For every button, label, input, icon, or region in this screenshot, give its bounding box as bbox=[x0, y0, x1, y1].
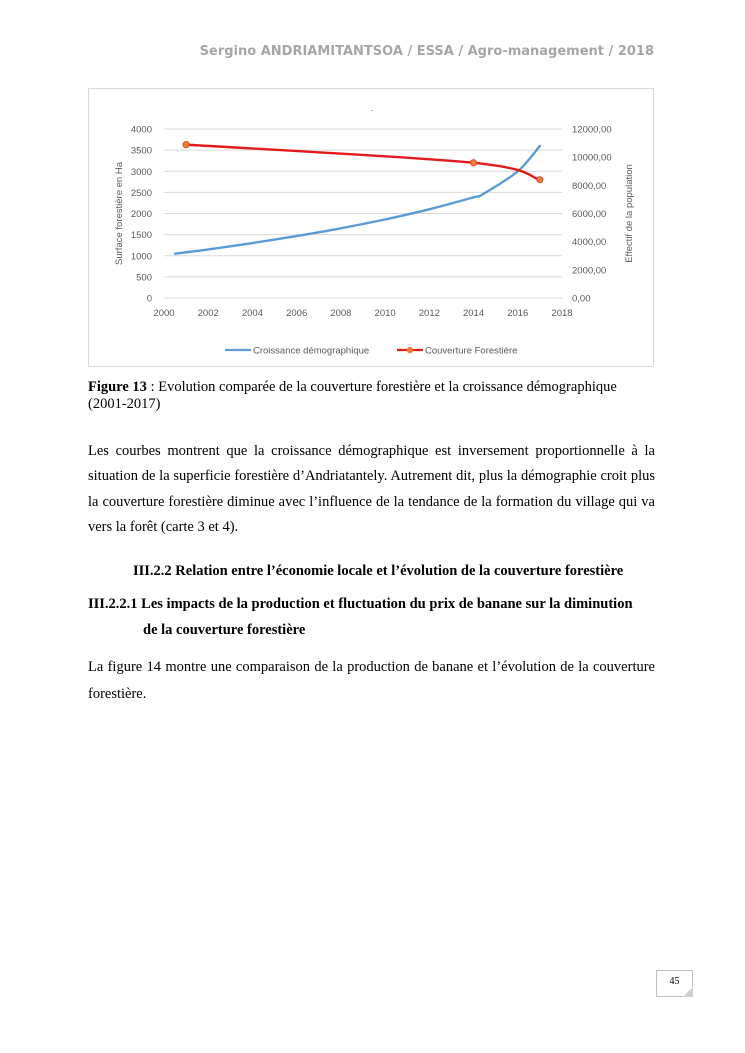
paragraph-2: La figure 14 montre une comparaison de la production de banane et l’évolution de la couverture forestière. bbox=[88, 659, 655, 702]
y-right-tick-label: 6000,00 bbox=[572, 209, 607, 220]
x-tick-label: 2018 bbox=[551, 308, 573, 319]
x-tick-label: 2010 bbox=[374, 308, 396, 319]
page-fold-decoration bbox=[683, 987, 693, 997]
running-header: Sergino ANDRIAMITANTSOA / ESSA / Agro-management / 2018 bbox=[199, 44, 654, 59]
series-line-croissance bbox=[175, 146, 540, 254]
y-right-tick-label: 4000,00 bbox=[572, 237, 607, 249]
chart-figure-13 bbox=[88, 88, 654, 367]
chart-title: . bbox=[370, 103, 374, 114]
series-marker-couverture bbox=[537, 177, 543, 183]
legend-label-croissance: Croissance démographique bbox=[253, 345, 370, 357]
y-left-tick-label: 4000 bbox=[130, 124, 152, 136]
x-tick-label: 2004 bbox=[241, 308, 264, 319]
y-left-tick-label: 3500 bbox=[130, 145, 152, 157]
legend-marker-couverture bbox=[407, 347, 413, 353]
x-tick-label: 2014 bbox=[462, 308, 485, 319]
series-marker-couverture bbox=[183, 141, 189, 147]
x-tick-label: 2008 bbox=[330, 308, 352, 319]
section-heading-3: III.2.2 Relation entre l’économie locale et l’évolution de la couverture forestière bbox=[133, 563, 624, 579]
series-marker-couverture bbox=[470, 160, 476, 166]
legend-label-couverture: Couverture Forestière bbox=[425, 345, 518, 357]
y-left-tick-label: 0 bbox=[146, 293, 152, 305]
chart-svg bbox=[89, 89, 655, 368]
y-left-tick-label: 1000 bbox=[130, 251, 152, 263]
y-right-tick-label: 0,00 bbox=[572, 293, 591, 305]
x-tick-label: 2012 bbox=[418, 308, 440, 319]
y-left-tick-label: 1500 bbox=[130, 230, 152, 242]
y-right-tick-label: 8000,00 bbox=[572, 180, 607, 192]
y-right-axis-title: Effectif de la population bbox=[624, 164, 635, 263]
y-left-tick-label: 2000 bbox=[130, 209, 152, 220]
y-right-tick-label: 10000,00 bbox=[572, 152, 612, 164]
page-number-box bbox=[656, 970, 693, 997]
figure-caption bbox=[88, 379, 658, 413]
x-tick-label: 2000 bbox=[153, 308, 175, 319]
x-tick-label: 2006 bbox=[286, 308, 308, 319]
section-heading-4-line1: III.2.2.1 Les impacts de la production et fluctuation du prix de banane sur la diminution bbox=[88, 596, 633, 612]
page-number: 45 bbox=[669, 976, 680, 987]
caption-text: : Evolution comparée de la couverture forestière et la croissance démographique (2001-2017) bbox=[88, 379, 617, 412]
y-left-tick-label: 3000 bbox=[130, 166, 152, 178]
paragraph-1: Les courbes montrent que la croissance démographique est inversement proportionnelle à la situation de la superficie forestière d’Andriatantely. Autrement dit, plus la démographie croit plus la couverture forestière diminue avec l’influence de la tendance de la formation du village qui va vers la forêt (carte 3 et 4). bbox=[88, 443, 655, 535]
x-tick-label: 2002 bbox=[197, 308, 219, 319]
y-left-axis-title: Surface forestière en Ha bbox=[114, 162, 125, 265]
y-left-tick-label: 2500 bbox=[130, 187, 152, 199]
x-tick-label: 2016 bbox=[507, 308, 529, 319]
y-left-tick-label: 500 bbox=[136, 272, 152, 284]
section-heading-4-line2: de la couverture forestière bbox=[143, 622, 306, 638]
y-right-tick-label: 2000,00 bbox=[572, 265, 607, 277]
y-right-tick-label: 12000,00 bbox=[572, 124, 612, 136]
caption-label: Figure 13 bbox=[88, 379, 147, 395]
